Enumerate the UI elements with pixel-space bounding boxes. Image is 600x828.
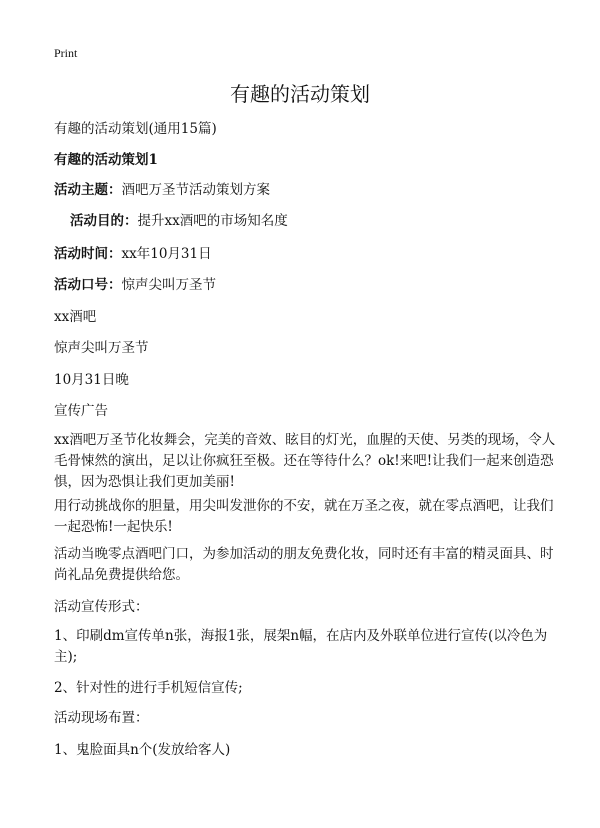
theme-value: 酒吧万圣节活动策划方案 <box>121 182 270 198</box>
time-value: xx年10月31日 <box>121 246 212 262</box>
layout-heading: 活动现场布置： <box>54 710 149 726</box>
paragraph-3: 活动当晚零点酒吧门口，为参加活动的朋友免费化妆，同时还有丰富的精灵面具、时尚礼品免费提供给您。 <box>54 546 554 583</box>
section-title: 有趣的活动策划1 <box>54 152 158 168</box>
event-time-line: 10月31日晚 <box>54 372 129 388</box>
slogan-line <box>54 275 554 296</box>
document-subtitle: 有趣的活动策划(通用15篇) <box>54 121 217 137</box>
paragraph-2: 用行动挑战你的胆量，用尖叫发泄你的不安，就在万圣之夜，就在零点酒吧，让我们一起恐怖!一起快乐! <box>54 498 554 535</box>
print-label: Print <box>54 46 78 60</box>
purpose-value: 提升xx酒吧的市场知名度 <box>137 213 288 229</box>
promo-item-2: 2、针对性的进行手机短信宣传; <box>54 680 243 696</box>
time-label: 活动时间： <box>54 246 122 262</box>
theme-label: 活动主题： <box>54 182 122 198</box>
theme-line <box>54 180 554 201</box>
purpose-line <box>70 211 570 232</box>
promo-item-1: 1、印刷dm宣传单n张，海报1张，展架n幅，在店内及外联单位进行宣传(以冷色为主); <box>54 628 548 665</box>
paragraph-1: xx酒吧万圣节化妆舞会，完美的音效、眩目的灯光，血腥的天使、另类的现场，令人毛骨悚然的演出，足以让你疯狂至极。还在等待什么？ok!来吧!让我们一起来创造恐惧，因为恐惧让我们更加美丽! <box>54 432 556 490</box>
document-title: 有趣的活动策划 <box>230 82 370 106</box>
promo-forms-heading: 活动宣传形式： <box>54 599 149 615</box>
venue-line: xx酒吧 <box>54 309 97 325</box>
promo-heading: 宣传广告 <box>54 403 108 419</box>
time-line <box>54 244 554 265</box>
event-name-line: 惊声尖叫万圣节 <box>54 340 149 356</box>
layout-item-1: 1、鬼脸面具n个(发放给客人) <box>54 742 231 758</box>
slogan-label: 活动口号： <box>54 277 122 293</box>
purpose-label: 活动目的： <box>70 213 138 229</box>
slogan-value: 惊声尖叫万圣节 <box>121 277 216 293</box>
